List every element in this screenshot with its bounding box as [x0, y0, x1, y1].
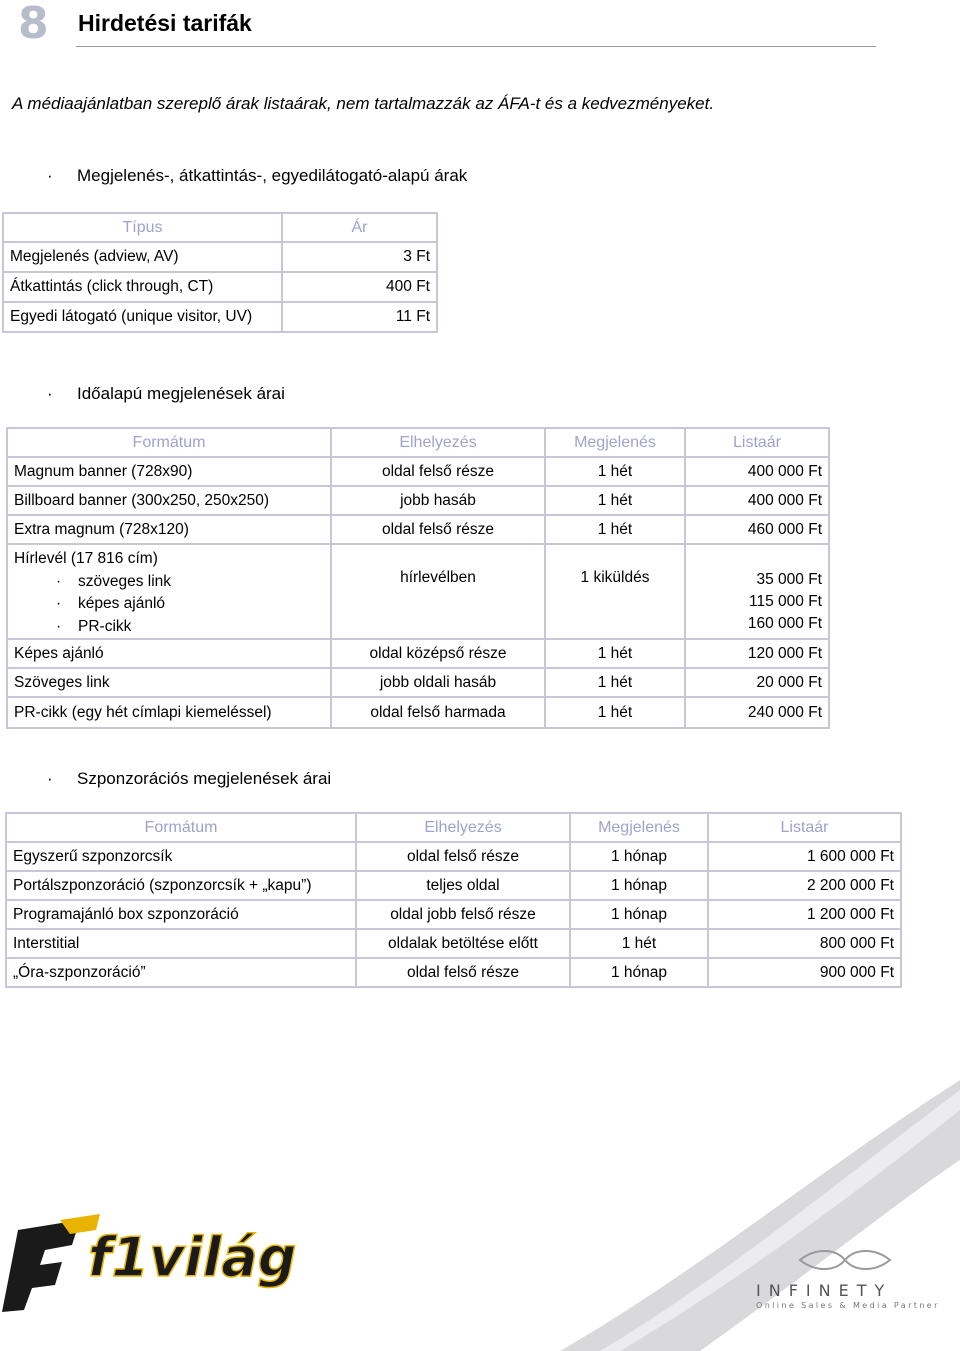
- cell-placement: oldal felső harmada: [331, 697, 545, 728]
- table-row: [6, 900, 901, 929]
- header-formatum: Formátum: [6, 813, 356, 842]
- cell-price: 460 000 Ft: [685, 515, 829, 544]
- table-row: [6, 871, 901, 900]
- chapter-divider: [76, 46, 876, 47]
- header-tipus: Típus: [3, 213, 282, 242]
- cell-appearance: 1 hét: [545, 486, 685, 515]
- cell-appearance: 1 hét: [545, 515, 685, 544]
- cell-type: Egyedi látogató (unique visitor, UV): [3, 302, 282, 332]
- cell-placement: teljes oldal: [356, 871, 570, 900]
- cell-appearance: 1 hét: [545, 668, 685, 697]
- header-megjelenes: Megjelenés: [545, 428, 685, 457]
- section3-title: Szponzorációs megjelenések árai: [77, 769, 332, 788]
- cell-appearance: 1 hét: [545, 639, 685, 668]
- cell-price: 2 200 000 Ft: [708, 871, 901, 900]
- cell-price: 400 000 Ft: [685, 457, 829, 486]
- cell-format: Magnum banner (728x90): [7, 457, 331, 486]
- section2-table: [6, 427, 830, 729]
- f1vilag-emblem: [2, 1220, 80, 1312]
- f1vilag-logo: [2, 1214, 296, 1312]
- footer-graphics: [0, 1080, 960, 1351]
- cell-price: 11 Ft: [282, 302, 437, 332]
- cell-price: 1 600 000 Ft: [708, 842, 901, 871]
- section2-heading: [47, 384, 285, 404]
- cell-price: 120 000 Ft: [685, 639, 829, 668]
- section1-title: Megjelenés-, átkattintás-, egyedilátogató-alapú árak: [77, 166, 468, 185]
- newsletter-price: 115 000 Ft: [749, 593, 822, 610]
- cell-price: 3 Ft: [282, 242, 437, 272]
- table-row: [7, 668, 829, 697]
- cell-placement: oldal jobb felső része: [356, 900, 570, 929]
- table-row: [7, 697, 829, 728]
- section2-title: Időalapú megjelenések árai: [77, 384, 285, 403]
- newsletter-item: · PR-cikk: [56, 617, 132, 635]
- cell-price: 20 000 Ft: [685, 668, 829, 697]
- cell-price: 240 000 Ft: [685, 697, 829, 728]
- newsletter-price: 160 000 Ft: [747, 615, 822, 632]
- cell-appearance: 1 hónap: [570, 900, 708, 929]
- cell-price: 1 200 000 Ft: [708, 900, 901, 929]
- newsletter-row: [7, 544, 829, 639]
- chapter-number: 8: [18, 0, 49, 49]
- infinety-wordmark: INFINETY: [756, 1281, 893, 1300]
- table-row: [3, 302, 437, 332]
- table-row: [3, 272, 437, 302]
- table-row: [7, 457, 829, 486]
- header-megjelenes: Megjelenés: [570, 813, 708, 842]
- section1-heading: [47, 166, 468, 186]
- cell-type: Megjelenés (adview, AV): [3, 242, 282, 272]
- cell-format: Képes ajánló: [7, 639, 331, 668]
- cell-appearance: 1 hét: [545, 457, 685, 486]
- cell-price: [685, 544, 829, 639]
- cell-placement: oldal középső része: [331, 639, 545, 668]
- header-elhelyezes: Elhelyezés: [356, 813, 570, 842]
- cell-format: Szöveges link: [7, 668, 331, 697]
- cell-format: [7, 544, 331, 639]
- cell-appearance: 1 hónap: [570, 871, 708, 900]
- cell-placement: oldal felső része: [331, 457, 545, 486]
- cell-appearance: 1 hónap: [570, 842, 708, 871]
- cell-format: Billboard banner (300x250, 250x250): [7, 486, 331, 515]
- cell-appearance: 1 hét: [570, 929, 708, 958]
- table-row: [6, 842, 901, 871]
- chapter-title: Hirdetési tarifák: [78, 10, 252, 36]
- header-formatum: Formátum: [7, 428, 331, 457]
- table-row: [7, 486, 829, 515]
- table-row: [7, 639, 829, 668]
- cell-placement: hírlevélben: [331, 544, 545, 639]
- cell-format: Interstitial: [6, 929, 356, 958]
- cell-format: Extra magnum (728x120): [7, 515, 331, 544]
- section3-heading: [47, 769, 332, 789]
- cell-appearance: 1 hónap: [570, 958, 708, 987]
- cell-format: „Óra-szponzoráció”: [6, 958, 356, 987]
- header-ar: Ár: [282, 213, 437, 242]
- newsletter-item: · képes ajánló: [56, 595, 166, 612]
- section3-table: [5, 812, 902, 988]
- cell-placement: oldal felső része: [356, 958, 570, 987]
- header-listaar: Listaár: [685, 428, 829, 457]
- cell-price: 400 Ft: [282, 272, 437, 302]
- cell-placement: oldalak betöltése előtt: [356, 929, 570, 958]
- cell-price: 400 000 Ft: [685, 486, 829, 515]
- cell-price: 800 000 Ft: [708, 929, 901, 958]
- cell-placement: oldal felső része: [356, 842, 570, 871]
- newsletter-item: · szöveges link: [56, 572, 172, 590]
- cell-format: Programajánló box szponzoráció: [6, 900, 356, 929]
- table-row: [3, 242, 437, 272]
- cell-placement: oldal felső része: [331, 515, 545, 544]
- cell-format: Portálszponzoráció (szponzorcsík + „kapu”): [6, 871, 356, 900]
- cell-appearance: 1 kiküldés: [545, 544, 685, 639]
- newsletter-title: Hírlevél (17 816 cím): [14, 550, 158, 567]
- cell-format: PR-cikk (egy hét címlapi kiemeléssel): [7, 697, 331, 728]
- header-listaar: Listaár: [708, 813, 901, 842]
- table-row: [6, 958, 901, 987]
- cell-price: 900 000 Ft: [708, 958, 901, 987]
- table-row: [6, 929, 901, 958]
- bullet-dot: ·: [47, 166, 53, 185]
- intro-text: A médiaajánlatban szereplő árak listaárak, nem tartalmazzák az ÁFA-t és a kedvezményeket.: [12, 94, 715, 113]
- table-row: [7, 515, 829, 544]
- f1vilag-wordmark: f1világ: [88, 1226, 297, 1289]
- newsletter-price: 35 000 Ft: [756, 571, 822, 588]
- header-elhelyezes: Elhelyezés: [331, 428, 545, 457]
- swoosh-decoration: [560, 1080, 960, 1351]
- bullet-dot: ·: [47, 384, 53, 403]
- cell-placement: jobb oldali hasáb: [331, 668, 545, 697]
- section1-table: [2, 212, 438, 333]
- infinety-tagline: Online Sales & Media Partner: [756, 1301, 940, 1310]
- cell-format: Egyszerű szponzorcsík: [6, 842, 356, 871]
- cell-type: Átkattintás (click through, CT): [3, 272, 282, 302]
- bullet-dot: ·: [47, 769, 53, 788]
- cell-appearance: 1 hét: [545, 697, 685, 728]
- cell-placement: jobb hasáb: [331, 486, 545, 515]
